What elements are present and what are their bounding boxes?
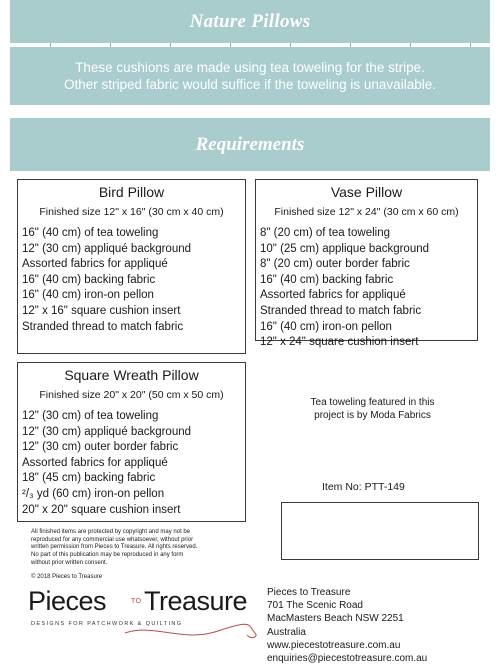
list-item: 12" x 16" square cushion insert bbox=[22, 304, 181, 317]
description-line-1: These cushions are made using tea toweling for the stripe. bbox=[75, 60, 425, 75]
list-item: 12" (30 cm) of tea toweling bbox=[22, 410, 159, 422]
list-item: 20" x 20" square cushion insert bbox=[22, 503, 181, 516]
list-item: 10" (25 cm) applique background bbox=[260, 242, 430, 255]
street-address: 701 The Scenic Road bbox=[267, 600, 363, 612]
list-item: Assorted fabrics for appliqué bbox=[260, 289, 406, 302]
wreath-pillow-title: Square Wreath Pillow bbox=[64, 367, 199, 383]
list-item: 12" x 24" square cushion insert bbox=[260, 336, 419, 349]
logo-word-pieces: Pieces bbox=[28, 586, 107, 616]
list-item: 18" (45 cm) backing fabric bbox=[22, 472, 156, 485]
copyright-line: reproduced for any commercial use whatsoever, without prior bbox=[31, 536, 194, 543]
copyright-line: written permission from Pieces to Treasure. All rights reserved. bbox=[31, 544, 198, 551]
bird-pillow-list bbox=[18, 226, 245, 335]
bird-pillow-box bbox=[17, 179, 246, 354]
list-item: Assorted fabrics for appliqué bbox=[22, 456, 168, 469]
list-item: 16" (40 cm) backing fabric bbox=[22, 273, 156, 286]
list-item: 8" (20 cm) of tea toweling bbox=[260, 227, 391, 239]
list-item: Stranded thread to match fabric bbox=[260, 304, 422, 317]
logo-tagline: DESIGNS FOR PATCHWORK & QUILTING bbox=[31, 621, 183, 627]
logo-word-to: TO bbox=[131, 598, 142, 605]
wreath-pillow-box bbox=[17, 362, 246, 522]
country: Australia bbox=[267, 626, 306, 638]
list-item: ²/₃ yd (60 cm) iron-on pellon bbox=[22, 487, 165, 500]
page-title: Nature Pillows bbox=[189, 10, 311, 32]
vase-pillow-box bbox=[255, 179, 478, 349]
list-item: 12" (30 cm) outer border fabric bbox=[22, 441, 179, 454]
copyright-notice bbox=[31, 529, 256, 581]
requirements-banner bbox=[10, 118, 490, 171]
email-link[interactable]: enquiries@piecestotreasure.com.au bbox=[267, 653, 428, 665]
list-item: 16" (40 cm) iron-on pellon bbox=[22, 289, 154, 302]
copyright-line: All finished items are protected by copyright and may not be bbox=[31, 529, 191, 535]
list-item: Stranded thread to match fabric bbox=[22, 320, 184, 333]
list-item: 16" (40 cm) iron-on pellon bbox=[260, 320, 392, 333]
wreath-pillow-list bbox=[18, 409, 245, 518]
fabric-note-line-2: project is by Moda Fabrics bbox=[314, 410, 431, 421]
company-name: Pieces to Treasure bbox=[267, 587, 351, 598]
description-line-2: Other striped fabric would suffice if the toweling is unavailable. bbox=[64, 77, 436, 92]
bird-pillow-title: Bird Pillow bbox=[98, 184, 165, 200]
logo-word-treasure: Treasure bbox=[144, 586, 248, 616]
wreath-pillow-size: Finished size 20" x 20" (50 cm x 50 cm) bbox=[39, 389, 224, 401]
copyright-line: without prior written consent. bbox=[31, 559, 108, 566]
list-item: 16" (40 cm) of tea toweling bbox=[22, 227, 159, 239]
list-item: 16" (40 cm) backing fabric bbox=[260, 273, 394, 286]
contact-address bbox=[267, 586, 427, 665]
list-item: 8" (20 cm) outer border fabric bbox=[260, 258, 410, 271]
vase-pillow-size: Finished size 12" x 24" (30 cm x 60 cm) bbox=[274, 206, 459, 218]
vase-pillow-list bbox=[256, 226, 477, 351]
blank-label-box bbox=[281, 502, 479, 560]
list-item: 12" (30 cm) appliqué background bbox=[22, 425, 192, 438]
bird-pillow-size: Finished size 12" x 16" (30 cm x 40 cm) bbox=[39, 206, 224, 218]
item-number: Item No: PTT-149 bbox=[322, 481, 405, 493]
requirements-heading: Requirements bbox=[195, 133, 305, 155]
fabric-note-line-1: Tea toweling featured in this bbox=[310, 397, 435, 408]
copyright-year: © 2018 Pieces to Treasure bbox=[31, 573, 103, 580]
brand-logo bbox=[28, 586, 258, 641]
fabric-note bbox=[280, 396, 465, 422]
swirl-flourish-icon bbox=[123, 621, 263, 641]
copyright-line: No part of this publication may be reproduced in any form bbox=[31, 552, 184, 559]
list-item: 12" (30 cm) appliqué background bbox=[22, 242, 192, 255]
website-link[interactable]: www.piecestotreasure.com.au bbox=[267, 639, 401, 651]
description-banner bbox=[10, 47, 490, 105]
title-banner bbox=[10, 0, 490, 43]
town-address: MacMasters Beach NSW 2251 bbox=[267, 613, 404, 625]
vase-pillow-title: Vase Pillow bbox=[330, 184, 403, 200]
list-item: Assorted fabrics for appliqué bbox=[22, 258, 168, 271]
